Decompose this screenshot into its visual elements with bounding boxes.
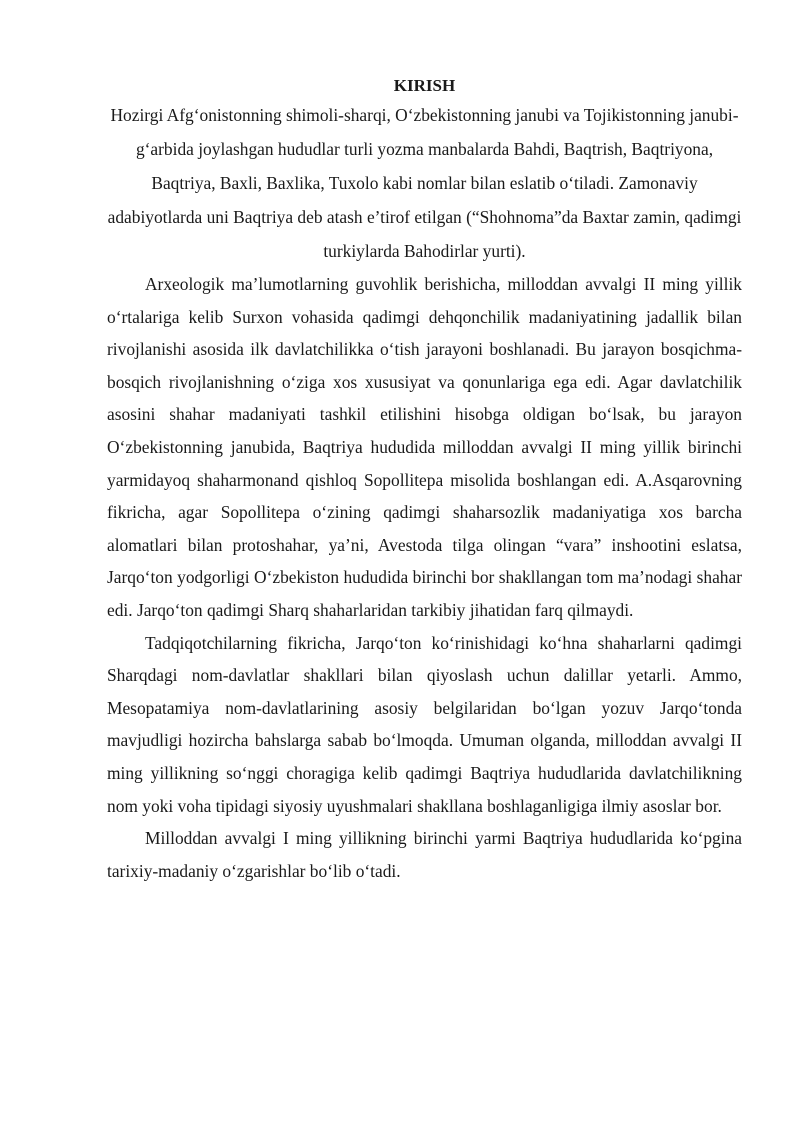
document-page (107, 74, 742, 887)
intro-paragraph: Hozirgi Afg‘onistonning shimoli-sharqi, O‘zbekistonning janubi va Tojikistonning janubi-g‘arbida joylashgan hududlar turli yozma manbalarda Bahdi, Baqtrish, Baqtriyona, Baqtriya, Baxli, Baxlika, Tuxolo kabi nomlar bilan eslatib o‘tiladi. Zamonaviy adabiyotlarda uni Baqtriya deb atash e’tirof etilgan (“Shohnoma”da Baxtar zamin, qadimgi turkiylarda Bahodirlar yurti). (107, 105, 742, 261)
body-paragraph-2: Tadqiqotchilarning fikricha, Jarqo‘ton ko‘rinishidagi ko‘hna shaharlarni qadimgi Sharqdagi nom-davlatlar shakllari bilan qiyoslash uchun dalillar yetarli. Ammo, Mesopatamiya nom-davlatlarining asosiy belgilaridan bo‘lgan yozuv Jarqo‘tonda mavjudligi hozircha bahslarga sabab bo‘lmoqda. Umuman olganda, milloddan avvalgi II ming yillikning so‘nggi choragiga kelib qadimgi Baqtriya hududlarida davlatchilikning nom yoki voha tipidagi siyosiy uyushmalari shakllana boshlaganligiga ilmiy asoslar bor. (107, 632, 742, 816)
body-paragraph-3: Milloddan avvalgi I ming yillikning birinchi yarmi Baqtriya hududlarida ko‘pgina tarixiy-madaniy o‘zgarishlar bo‘lib o‘tadi. (107, 828, 742, 881)
body-paragraph-1: Arxeologik ma’lumotlarning guvohlik berishicha, milloddan avvalgi II ming yillik o‘rtalariga kelib Surxon vohasida qadimgi dehqonchilik madaniyatining jadallik bilan rivojlanishi asosida ilk davlatchilikka o‘tish jarayoni boshlanadi. Bu jarayon bosqichma-bosqich rivojlanishning o‘ziga xos xususiyat va qonunlariga ega edi. Agar davlatchilik asosini shahar madaniyati tashkil etilishini hisobga oldigan bo‘lsak, bu jarayon O‘zbekistonning janubida, Baqtriya hududida milloddan avvalgi II ming yillik birinchi yarmidayoq shaharmonand qishloq Sopollitepa misolida boshlangan edi. A.Asqarovning fikricha, agar Sopollitepa o‘zining qadimgi shaharsozlik madaniyatiga xos barcha alomatlari bilan protoshahar, ya’ni, Avestoda tilga olingan “vara” inshootini eslatsa, Jarqo‘ton yodgorligi O‘zbekiston hududida birinchi bor shakllangan tom ma’nodagi shahar edi. Jarqo‘ton qadimgi Sharq shaharlaridan tarkibiy jihatidan farq qilmaydi. (107, 274, 742, 620)
document-title: KIRISH (393, 76, 456, 95)
